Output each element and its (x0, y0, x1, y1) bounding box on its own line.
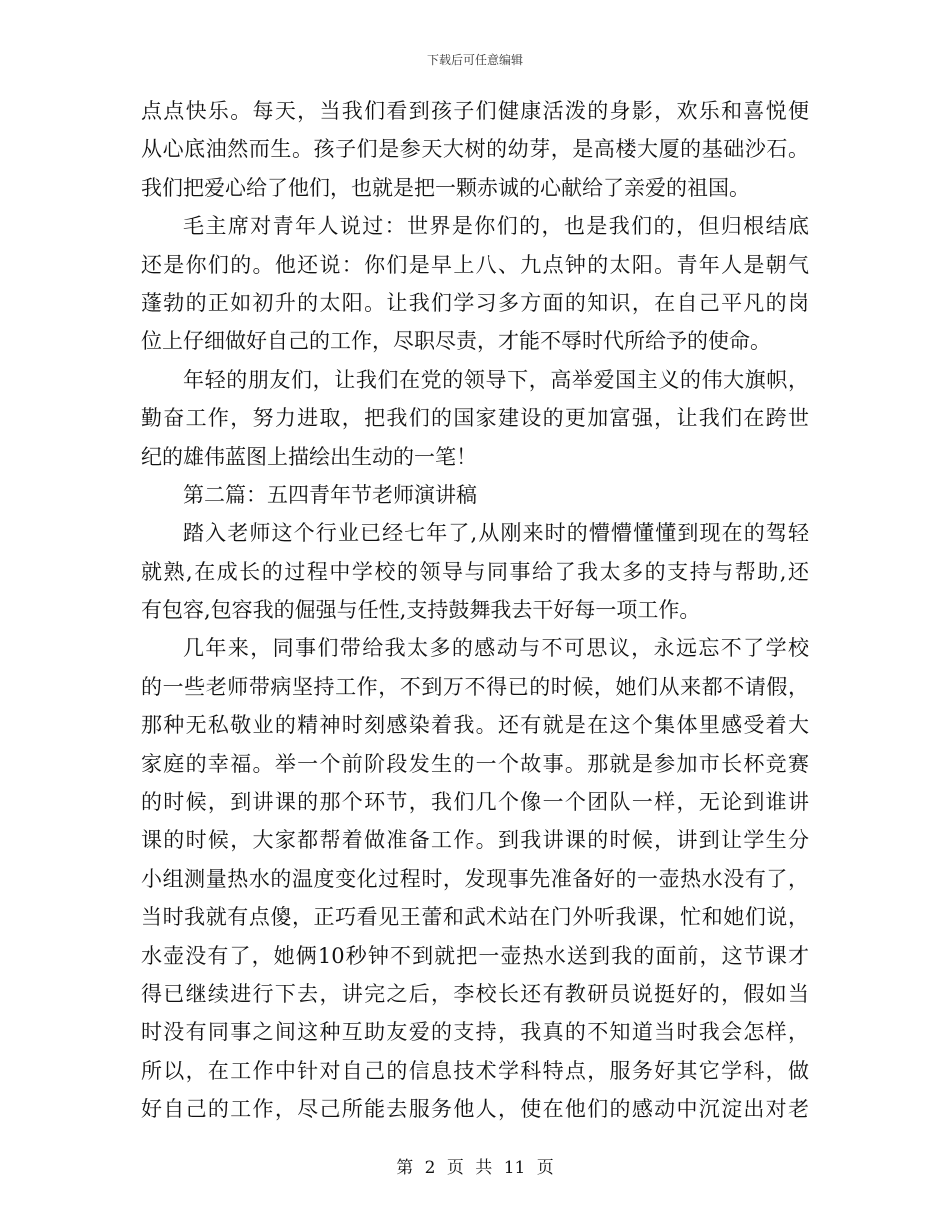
page-number: 第 2 页 共 11 页 (396, 1158, 554, 1178)
section-heading: 第二篇：五四青年节老师演讲稿 (183, 482, 477, 507)
text-line: 当时我就有点傻，正巧看见王蕾和武术站在门外听我课，忙和她们说， (141, 905, 809, 930)
text-line: 水壶没有了，她俩10秒钟不到就把一壶热水送到我的面前，这节课才 (141, 943, 809, 968)
text-line: 纪的雄伟蓝图上描绘出生动的一笔！ (141, 444, 477, 469)
text-line: 就熟,在成长的过程中学校的领导与同事给了我太多的支持与帮助,还 (141, 559, 809, 584)
text-line: 课的时候，大家都帮着做准备工作。到我讲课的时候，讲到让学生分 (141, 828, 809, 853)
text-line: 踏入老师这个行业已经七年了,从刚来时的懵懵懂懂到现在的驾轻 (183, 521, 809, 546)
text-line: 勤奋工作，努力进取，把我们的国家建设的更加富强，让我们在跨世 (141, 406, 809, 431)
text-line: 年轻的朋友们，让我们在党的领导下，高举爱国主义的伟大旗帜， (183, 367, 809, 392)
text-line: 还是你们的。他还说：你们是早上八、九点钟的太阳。青年人是朝气 (141, 252, 809, 277)
text-line: 好自己的工作，尽己所能去服务他人，使在他们的感动中沉淀出对老 (141, 1097, 809, 1122)
text-line: 我们把爱心给了他们，也就是把一颗赤诚的心献给了亲爱的祖国。 (141, 175, 750, 200)
text-line: 小组测量热水的温度变化过程时，发现事先准备好的一壶热水没有了， (141, 866, 809, 891)
text-line: 点点快乐。每天，当我们看到孩子们健康活泼的身影，欢乐和喜悦便 (141, 99, 809, 123)
text-line: 那种无私敬业的精神时刻感染着我。还有就是在这个集体里感受着大 (141, 713, 809, 738)
text-line: 蓬勃的正如初升的太阳。让我们学习多方面的知识，在自己平凡的岗 (141, 290, 809, 315)
text-line: 家庭的幸福。举一个前阶段发生的一个故事。那就是参加市长杯竞赛 (141, 751, 809, 776)
text-line: 所以，在工作中针对自己的信息技术学科特点，服务好其它学科，做 (141, 1058, 809, 1083)
page-header: 下载后可任意编辑 (426, 53, 523, 67)
text-line: 从心底油然而生。孩子们是参天大树的幼芽，是高楼大厦的基础沙石。 (141, 137, 809, 162)
text-line: 的一些老师带病坚持工作，不到万不得已的时候，她们从来都不请假， (141, 674, 809, 699)
text-line: 时没有同事之间这种互助友爱的支持，我真的不知道当时我会怎样， (141, 1020, 809, 1045)
text-line: 有包容,包容我的倔强与任性,支持鼓舞我去干好每一项工作。 (141, 598, 701, 623)
text-line: 位上仔细做好自己的工作，尽职尽责，才能不辱时代所给予的使命。 (141, 329, 771, 354)
text-line: 几年来，同事们带给我太多的感动与不可思议，永远忘不了学校 (183, 636, 809, 661)
text-line: 毛主席对青年人说过：世界是你们的，也是我们的，但归根结底 (183, 214, 809, 239)
document-body (141, 92, 809, 1129)
text-line: 得已继续进行下去，讲完之后，李校长还有教研员说挺好的，假如当 (141, 981, 809, 1006)
text-line: 的时候，到讲课的那个环节，我们几个像一个团队一样，无论到谁讲 (141, 790, 809, 815)
